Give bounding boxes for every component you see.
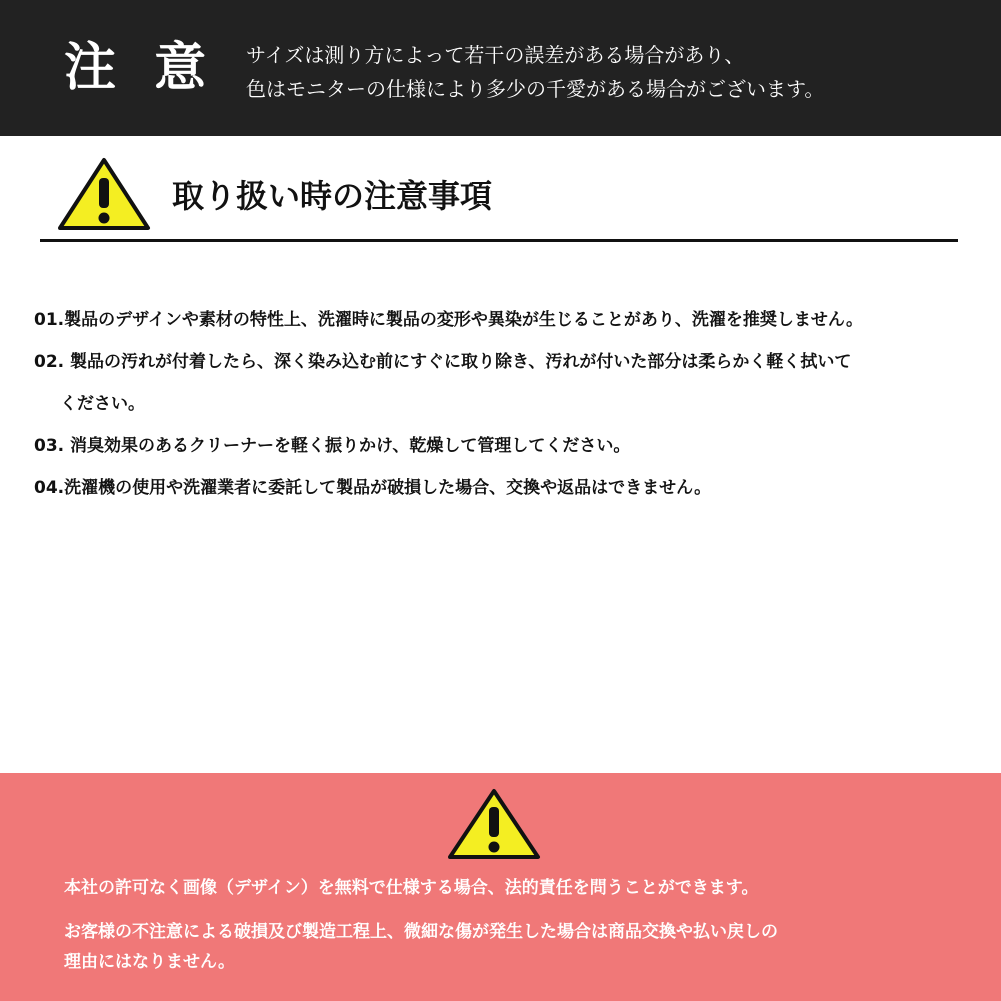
header-note-line: サイズは測り方によって若干の誤差がある場合があり、 — [246, 43, 745, 67]
note-item-02-continued: ください。 — [60, 394, 145, 414]
footer-line-copyright: 本社の許可なく画像（デザイン）を無料で仕様する場合、法的責任を問うことができます。 — [64, 878, 759, 898]
warning-triangle-icon — [56, 156, 152, 232]
warning-triangle-icon — [446, 787, 542, 861]
header-note — [246, 38, 824, 106]
footer-band — [0, 773, 1001, 1001]
note-item-04: 04.洗濯機の使用や洗濯業者に委託して製品が破損した場合、交換や返品はできません。 — [34, 478, 712, 498]
header-title: 注 意 — [64, 38, 217, 98]
note-item-03: 03. 消臭効果のあるクリーナーを軽く振りかけ、乾燥して管理してください。 — [34, 436, 631, 456]
section-divider — [40, 239, 958, 242]
footer-line-damage: お客様の不注意による破損及び製造工程上、微細な傷が発生した場合は商品交換や払い戻しの — [64, 922, 778, 942]
section-heading — [40, 150, 958, 242]
note-item-01: 01.製品のデザインや素材の特性上、洗濯時に製品の変形や異染が生じることがあり、洗濯を推奨しません。 — [34, 310, 863, 330]
header-band — [0, 0, 1001, 136]
header-note-line: 色はモニターの仕様により多少の千愛がある場合がございます。 — [246, 77, 825, 101]
footer-line-damage-continued: 理由にはなりません。 — [64, 952, 236, 972]
section-title: 取り扱い時の注意事項 — [172, 177, 493, 215]
note-item-02: 02. 製品の汚れが付着したら、深く染み込む前にすぐに取り除き、汚れが付いた部分は柔らかく軽く拭いて — [34, 352, 852, 372]
